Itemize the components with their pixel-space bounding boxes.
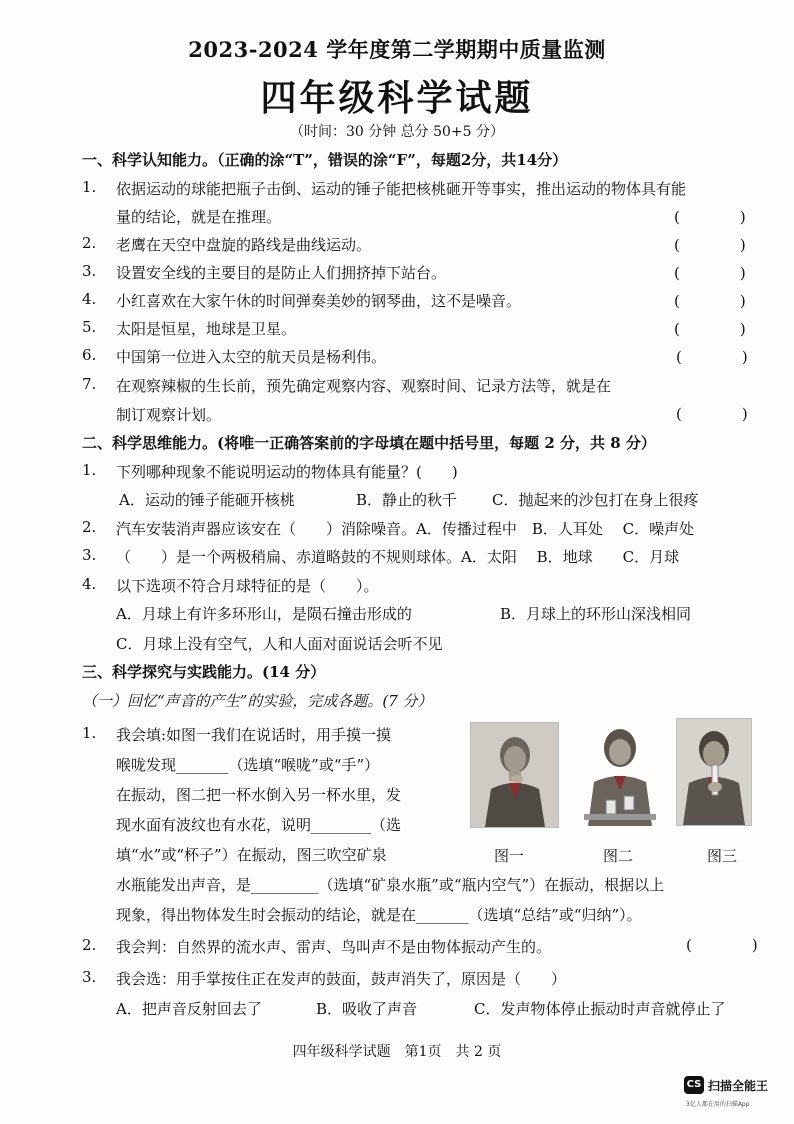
s3-q2-number: 2.: [82, 936, 97, 954]
s1-q2-answer-paren: ( ): [674, 236, 756, 254]
s2-q1-number: 1.: [82, 461, 97, 479]
s1-q4-number: 4.: [82, 290, 97, 308]
s2-q4-text: 以下选项不符合月球特征的是（ ）。: [116, 577, 379, 595]
s3-q1-line3: 在振动，图二把一杯水倒入另一杯水里，发: [116, 786, 402, 804]
section2-heading: 二、科学思维能力。(将唯一正确答案前的字母填在题中括号里，每题 2 分，共 8 分）: [82, 434, 656, 452]
s1-q3-text: 设置安全线的主要目的是防止人们拥挤掉下站台。: [116, 264, 447, 282]
s2-q4-number: 4.: [82, 575, 97, 593]
s1-q5-number: 5.: [82, 318, 97, 336]
figure1-photo: [470, 722, 559, 828]
camscanner-name: 扫描全能王: [708, 1079, 769, 1093]
s3-q1-line5: 填“水”或“杯子”）在振动，图三吹空矿泉: [116, 846, 387, 864]
s1-q2-text: 老鹰在天空中盘旋的路线是曲线运动。: [116, 236, 372, 254]
s2-q1-option-c: C．抛起来的沙包打在身上很疼: [492, 491, 699, 509]
s2-q2-number: 2.: [82, 518, 97, 536]
s1-q6-answer-paren: ( ): [676, 348, 758, 366]
s3-q3-text: 我会选：用手掌按住正在发声的鼓面，鼓声消失了，原因是（ ）: [116, 970, 567, 988]
exam-info: （时间：30 分钟 总分 50+5 分）: [289, 124, 505, 140]
s3-q1-line6: 水瓶能发出声音，是_________（选填“矿泉水瓶”或“瓶内空气”）在振动，根据以上: [116, 876, 665, 894]
s1-q1-answer-paren: ( ): [674, 208, 756, 226]
s2-q4-option-a: A．月球上有许多环形山，是陨石撞击形成的: [116, 605, 412, 623]
s1-q4-text: 小红喜欢在大家午休的时间弹奏美妙的钢琴曲，这不是噪音。: [116, 292, 522, 310]
exam-subject: 四年级科学试题: [260, 77, 534, 119]
figure1-caption: 图一: [494, 847, 525, 865]
s2-q2-text: 汽车安装消声器应该安在（ ）消除噪音。A．传播过程中 B．人耳处 C．噪声处: [116, 520, 695, 538]
s1-q5-answer-paren: ( ): [674, 320, 756, 338]
s1-q7-text: 在观察辣椒的生长前，预先确定观察内容、观察时间、记录方法等，就是在: [116, 377, 612, 395]
s2-q1-option-b: B．静止的秋千: [356, 491, 458, 509]
s1-q5-text: 太阳是恒星，地球是卫星。: [116, 320, 297, 338]
s3-q1-number: 1.: [82, 724, 97, 742]
s1-q7-text-line2: 制订观察计划。: [116, 406, 222, 424]
s3-q1-line7: 现象，得出物体发生时会振动的结论，就是在_______（选填“总结”或“归纳”）。: [116, 906, 642, 924]
s2-q4-option-b: B．月球上的环形山深浅相同: [500, 605, 692, 623]
figure2-photo: [580, 720, 660, 826]
s1-q3-number: 3.: [82, 262, 97, 280]
s3-q2-answer-paren: ( ): [686, 936, 768, 954]
s2-q3-text: （ ）是一个两极稍扁、赤道略鼓的不规则球体。A．太阳 B．地球 C．月球: [116, 548, 680, 566]
s2-q4-option-c: C．月球上没有空气，人和人面对面说话会听不见: [116, 635, 443, 653]
s1-q6-text: 中国第一位进入太空的航天员是杨利伟。: [116, 348, 387, 366]
s2-q1-text: 下列哪种现象不能说明运动的物体具有能量？( ): [116, 463, 458, 481]
s3-q3-option-a: A．把声音反射回去了: [116, 1000, 262, 1018]
section3-subheading: （一）回忆“声音的产生”的实验，完成各题。(7 分）: [82, 692, 433, 710]
s3-q1-line4: 现水面有波纹也有水花，说明________（选: [116, 816, 402, 834]
s1-q2-number: 2.: [82, 234, 97, 252]
s3-q2-text: 我会判：自然界的流水声、雷声、鸟叫声不是由物体振动产生的。: [116, 938, 552, 956]
figure2-caption: 图二: [603, 847, 634, 865]
s3-q3-number: 3.: [82, 968, 97, 986]
exam-title: 2023-2024 学年度第二学期期中质量监测: [188, 37, 606, 62]
s3-q1-line1: 我会填:如图一我们在说话时，用手摸一摸: [116, 726, 392, 744]
section1-heading: 一、科学认知能力。（正确的涂“T”，错误的涂“F”，每题2分，共14分）: [82, 151, 568, 169]
s1-q1-text-line2: 量的结论，就是在推理。: [116, 208, 282, 226]
camscanner-tagline: 3亿人都在用的扫描App: [686, 1101, 750, 1108]
s3-q1-line2: 喉咙发现_______（选填“喉咙”或“手”）: [116, 756, 380, 774]
s1-q1-text: 依据运动的球能把瓶子击倒、运动的锤子能把核桃砸开等事实，推出运动的物体具有能: [116, 180, 687, 198]
figure3-photo: [676, 718, 752, 826]
s2-q3-number: 3.: [82, 546, 97, 564]
s1-q3-answer-paren: ( ): [674, 264, 756, 282]
s1-q7-number: 7.: [82, 375, 97, 393]
s1-q1-number: 1.: [82, 178, 97, 196]
figure3-caption: 图三: [707, 847, 738, 865]
s3-q3-option-b: B．吸收了声音: [316, 1000, 418, 1018]
s2-q1-option-a: A．运动的锤子能砸开核桃: [119, 491, 295, 509]
s3-q3-option-c: C．发声物体停止振动时声音就停止了: [474, 1000, 726, 1018]
page-footer: 四年级科学试题 第1页 共 2 页: [292, 1044, 502, 1060]
s1-q7-answer-paren: ( ): [676, 405, 758, 423]
section3-heading: 三、科学探究与实践能力。(14 分）: [82, 663, 326, 681]
s1-q6-number: 6.: [82, 346, 97, 364]
camscanner-logo-icon: CS: [684, 1076, 704, 1094]
s1-q4-answer-paren: ( ): [674, 292, 756, 310]
